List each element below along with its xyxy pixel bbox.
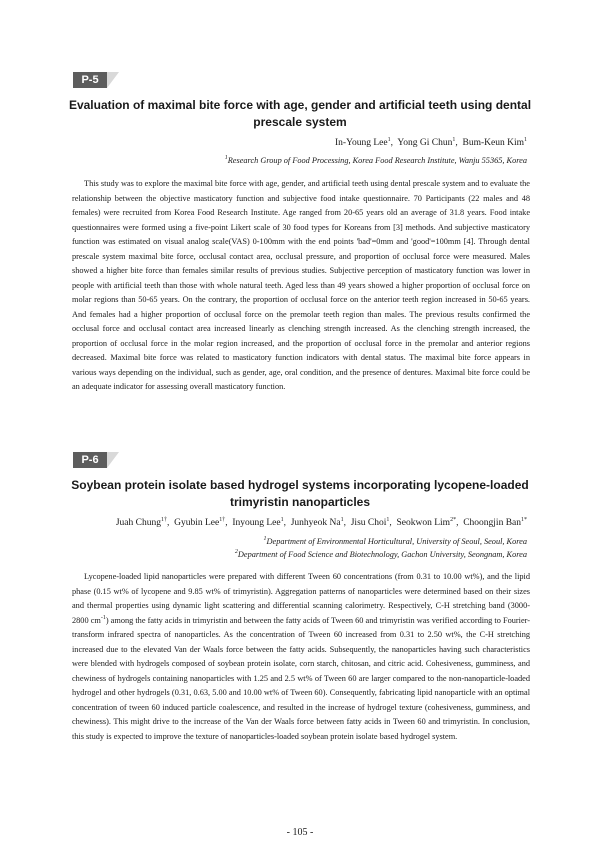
author-sup: 1† bbox=[160, 516, 167, 523]
author-name: Yong Gi Chun bbox=[397, 138, 453, 148]
author-sup: 1 bbox=[524, 136, 527, 143]
affiliation-sup: 2 bbox=[234, 549, 238, 556]
author-name: Gyubin Lee bbox=[174, 518, 220, 528]
affiliation-text: Research Group of Food Processing, Korea Food Research Institute, Wanju 55365, Korea bbox=[227, 156, 527, 165]
affiliation-sup: 1 bbox=[224, 155, 228, 162]
abstract-superscript: -1 bbox=[100, 614, 106, 621]
abstract bbox=[72, 570, 530, 744]
author-sup: 1 bbox=[280, 516, 284, 523]
section-tag-label: P-5 bbox=[81, 74, 99, 86]
paper-title: Evaluation of maximal bite force with age, gender and artificial teeth using dental prescale system bbox=[68, 98, 532, 129]
paper-title: Soybean protein isolate based hydrogel systems incorporating lycopene-loaded trimyristin nanoparticles bbox=[71, 478, 529, 509]
abstract-text: Lycopene-loaded lipid nanoparticles were prepared with different Tween 60 concentrations (from 0.31 to 10.00 wt%), and the lipid phase (0.15 wt% of lycopene and 9.85 wt% of trimyristin). Aggregation patterns of nanoparticles were determined based on their sizes and thermal properties using dynamic light scattering and differential scanning calorimetry. Respectively, C-H stretching band (3000-2800 cm bbox=[72, 572, 530, 625]
section-tag-p5 bbox=[73, 72, 119, 88]
author-list: Juah Chung$^{1\dagger}$, Gyubin Lee$^{1\dagger}$, Inyoung Lee$^1$, Junhyeok Na$^1$, Jisu Choi$^1$, Seokwon Lim$^{2*}$, Choongjin Ban$^{1*}$ bbox=[115, 516, 527, 528]
author-sup: 1† bbox=[219, 516, 226, 523]
author-sup: 1 bbox=[340, 516, 344, 523]
affiliation bbox=[225, 156, 527, 165]
affiliation-sup: 1 bbox=[263, 536, 267, 543]
author-name: Inyoung Lee bbox=[232, 518, 281, 528]
affiliation bbox=[235, 550, 527, 559]
author-sup: 2* bbox=[450, 516, 457, 523]
abstract-text: ) among the fatty acids in trimyristin and between the fatty acids of Tween 60 and trimyristin was verified according to Fourier-transform infrared spectra of nanoparticles. As the concentration of Tween 60 increased from 0.31 to 2.50 wt%, the C-H stretching increased due to the elevated Van der Waals force between the fatty acids. Subsequently, the nanoparticles having such characteristics were blended with hydrogels composed of soybean protein isolate, corn starch, chitosan, and citric acid. Cohesiveness, gumminess, and chewiness of hydrogels containing nanoparticles with 1.25 and 2.5 wt% of Tween 60 are larger compared to the non-nanoparticle-loaded hydrogel and other hydrogels (0.31, 0.63, 5.00 and 10.00 wt% of Tween 60). Consequently, fabricating lipid nanoparticle with an optimal concentration of tween 60 induced particle coalescence, and resulted in the increase of hydrogel texture (cohesiveness, gumminess, and chewiness). This might drive to the increase of the Van der Waals force between fatty acids in Tween 60 and trimyristin. In conclusion, this study is expected to improve the texture of nanoparticles-loaded soybean protein isolate based hydrogel system. bbox=[72, 615, 530, 741]
author-name: Seokwon Lim bbox=[396, 518, 451, 528]
author-name: Juah Chung bbox=[115, 518, 161, 528]
author-sup: 1 bbox=[387, 136, 391, 143]
author-name: Bum-Keun Kim bbox=[462, 138, 524, 148]
author-sup: 1 bbox=[386, 516, 390, 523]
author-name: In-Young Lee bbox=[335, 138, 388, 148]
author-sup: 1* bbox=[521, 516, 527, 523]
section-tag-p6 bbox=[73, 452, 119, 468]
affiliation bbox=[264, 537, 527, 546]
affiliation-text: Department of Food Science and Biotechnology, Gachon University, Seongnam, Korea bbox=[237, 550, 527, 559]
section-tag-label: P-6 bbox=[81, 454, 99, 466]
abstract: This study was to explore the maximal bite force with age, gender, and artificial teeth using dental prescale system and to evaluate the relationship between the objective masticatory function and subjective food intake questionnaire. 70 Participants (22 males and 48 females) were recruited from Korea Food Research Institute. Age ranged from 20-65 years old an average of 31.8 years. Food intake questionnaires were formed using a five-point Likert scale of 30 food types for Koreans from [3] methods. And subjective masticatory function was estimated on visual analog scale(VAS) 0-100mm with the end points 'bad'=0mm and 'good'=100mm [4]. Through dental prescale system maximal bite force, occlusal contact area, occlusal pressure, and proportion of occlusal force were measured. Males showed a higher bite force than females similar results of previous studies. Subjective perception of masticatory function was lower in people with artificial teeth than those with whole natural teeth. Aged less than 49 years showed a higher proportion of occlusal force on molar regions than 50-65 years. On the contrary, the proportion of occlusal force on the anterior teeth region increased in 50-65 years. And females had a higher proportion of occlusal force on the premolar teeth region than males. The previous results confirmed the occlusal force and occlusal contact area increased linearly as clenching strength increased. As the clenching strength increased, the proportion of occlusal force in the molar region increased, and the proportion of occlusal force in the premolar and anterior regions decreased. Maximal bite force was related to masticatory function indicators with dental status. The maximal bite force appears in various ways depending on the individual, such as gender, age, oral condition, and the presence of dentures. Maximal bite force could be an adequate indicator for assessing overall masticatory function. bbox=[72, 179, 530, 391]
author-list: In-Young Lee$^1$, Yong Gi Chun$^1$, Bum-Keun Kim$^1$ bbox=[335, 136, 527, 148]
author-name: Jisu Choi bbox=[350, 518, 387, 528]
affiliation-text: Department of Environmental Horticultural, University of Seoul, Seoul, Korea bbox=[266, 537, 527, 546]
author-sup: 1 bbox=[452, 136, 456, 143]
page-number: - 105 - bbox=[286, 827, 314, 838]
author-name: Junhyeok Na bbox=[290, 518, 341, 528]
author-name: Choongjin Ban bbox=[463, 518, 521, 528]
